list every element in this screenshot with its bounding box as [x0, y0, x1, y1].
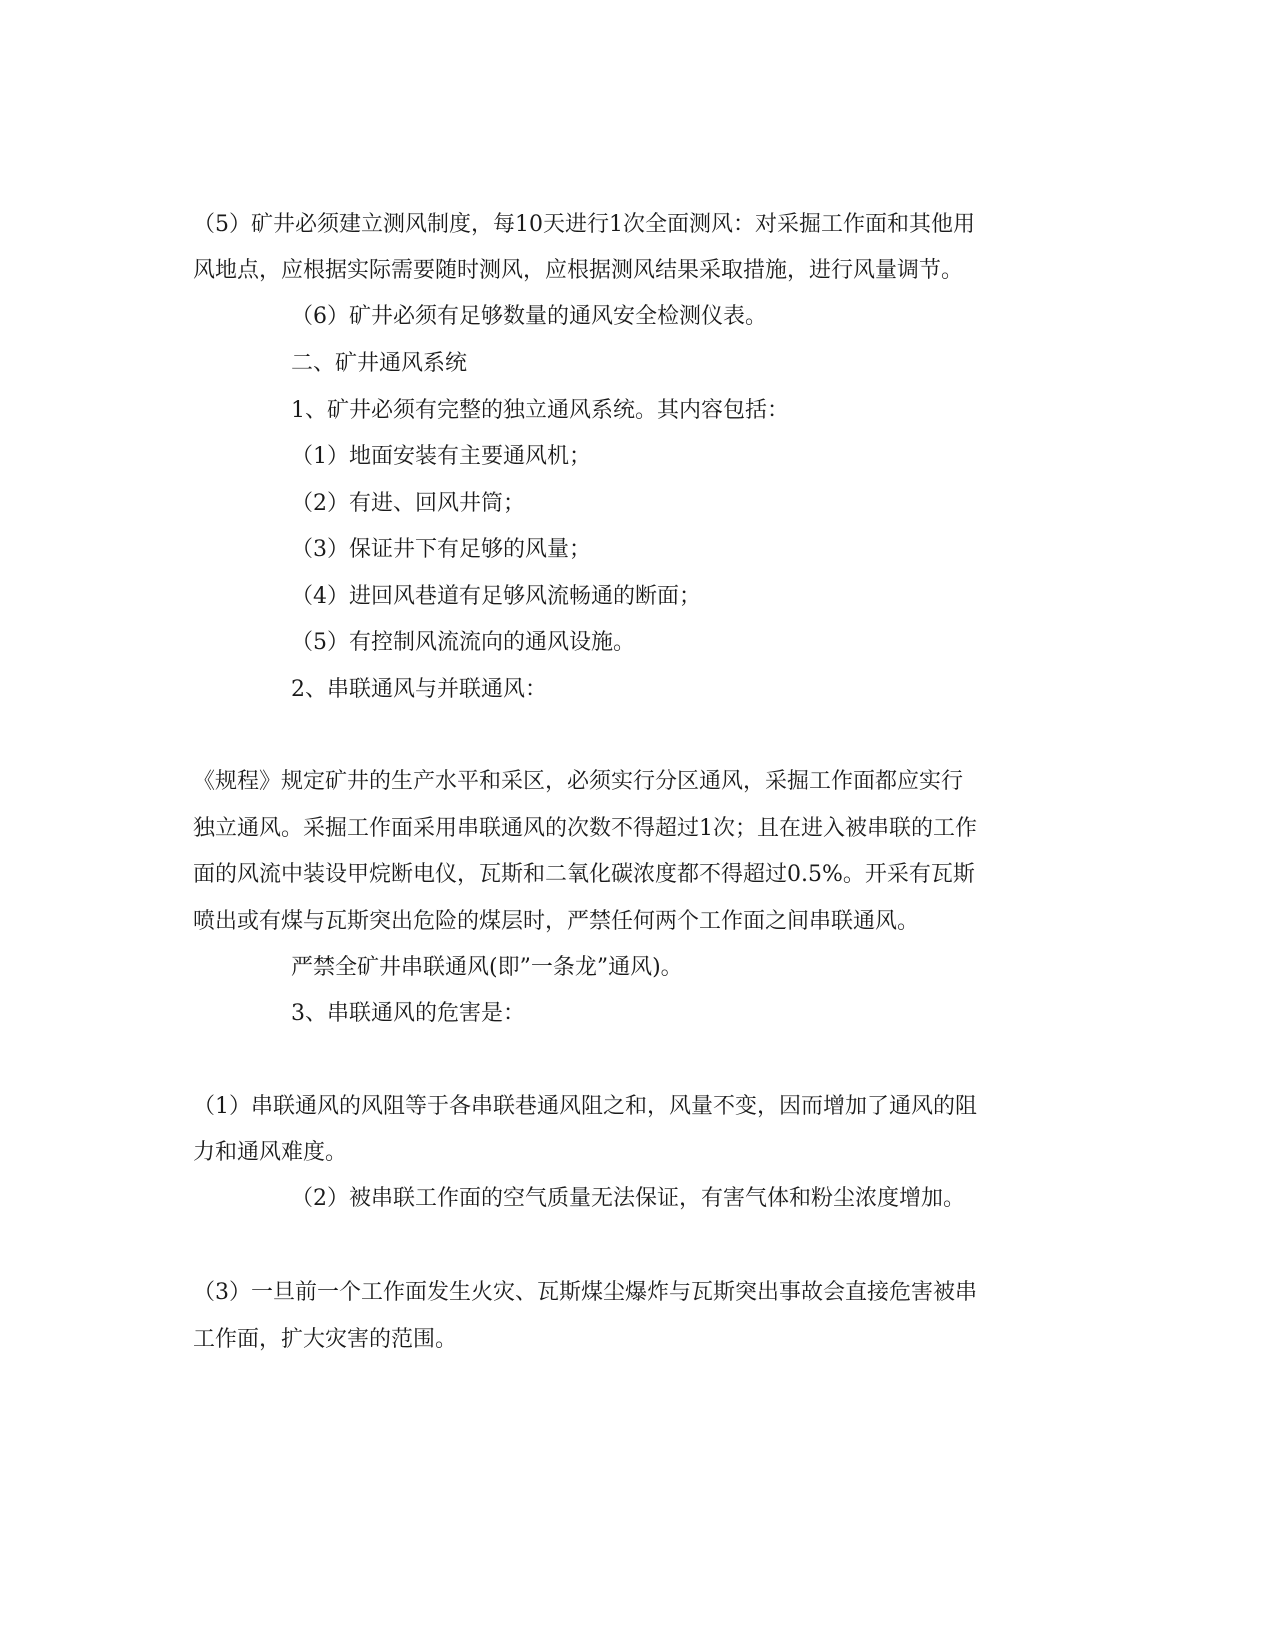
text-line: 严禁全矿井串联通风(即”一条龙”通风)。	[291, 955, 683, 980]
text-line: （2）被串联工作面的空气质量无法保证，有害气体和粉尘浓度增加。	[291, 1186, 965, 1211]
list-item: （4）进回风巷道有足够风流畅通的断面；	[291, 584, 701, 609]
text-line: 1、矿井必须有完整的独立通风系统。其内容包括：	[291, 398, 789, 423]
text-line: 《规程》规定矿井的生产水平和采区，必须实行分区通风，采掘工作面都应实行	[193, 769, 964, 794]
list-item: （5）有控制风流流向的通风设施。	[291, 630, 635, 655]
text-line: 面的风流中装设甲烷断电仪，瓦斯和二氧化碳浓度都不得超过0.5%。开采有瓦斯	[193, 862, 975, 887]
list-item: （1）地面安装有主要通风机；	[291, 444, 591, 469]
text-line: 2、串联通风与并联通风：	[291, 677, 547, 702]
section-heading: 二、矿井通风系统	[291, 351, 468, 376]
text-line: （6）矿井必须有足够数量的通风安全检测仪表。	[291, 304, 767, 329]
text-line: （3）一旦前一个工作面发生火灾、瓦斯煤尘爆炸与瓦斯突出事故会直接危害被串	[193, 1280, 977, 1305]
text-line: 力和通风难度。	[193, 1140, 348, 1165]
text-line: 3、串联通风的危害是：	[291, 1001, 525, 1026]
text-line: 独立通风。采掘工作面采用串联通风的次数不得超过1次；且在进入被串联的工作	[193, 816, 977, 841]
list-item: （3）保证井下有足够的风量；	[291, 537, 591, 562]
text-line: 喷出或有煤与瓦斯突出危险的煤层时，严禁任何两个工作面之间串联通风。	[193, 909, 920, 934]
text-line: 工作面，扩大灾害的范围。	[193, 1327, 458, 1352]
text-line: 风地点，应根据实际需要随时测风，应根据测风结果采取措施，进行风量调节。	[193, 258, 964, 283]
text-line: （1）串联通风的风阻等于各串联巷通风阻之和，风量不变，因而增加了通风的阻	[193, 1094, 977, 1119]
list-item: （2）有进、回风井筒；	[291, 491, 525, 516]
text-line: （5）矿井必须建立测风制度，每10天进行1次全面测风：对采掘工作面和其他用	[193, 212, 975, 237]
